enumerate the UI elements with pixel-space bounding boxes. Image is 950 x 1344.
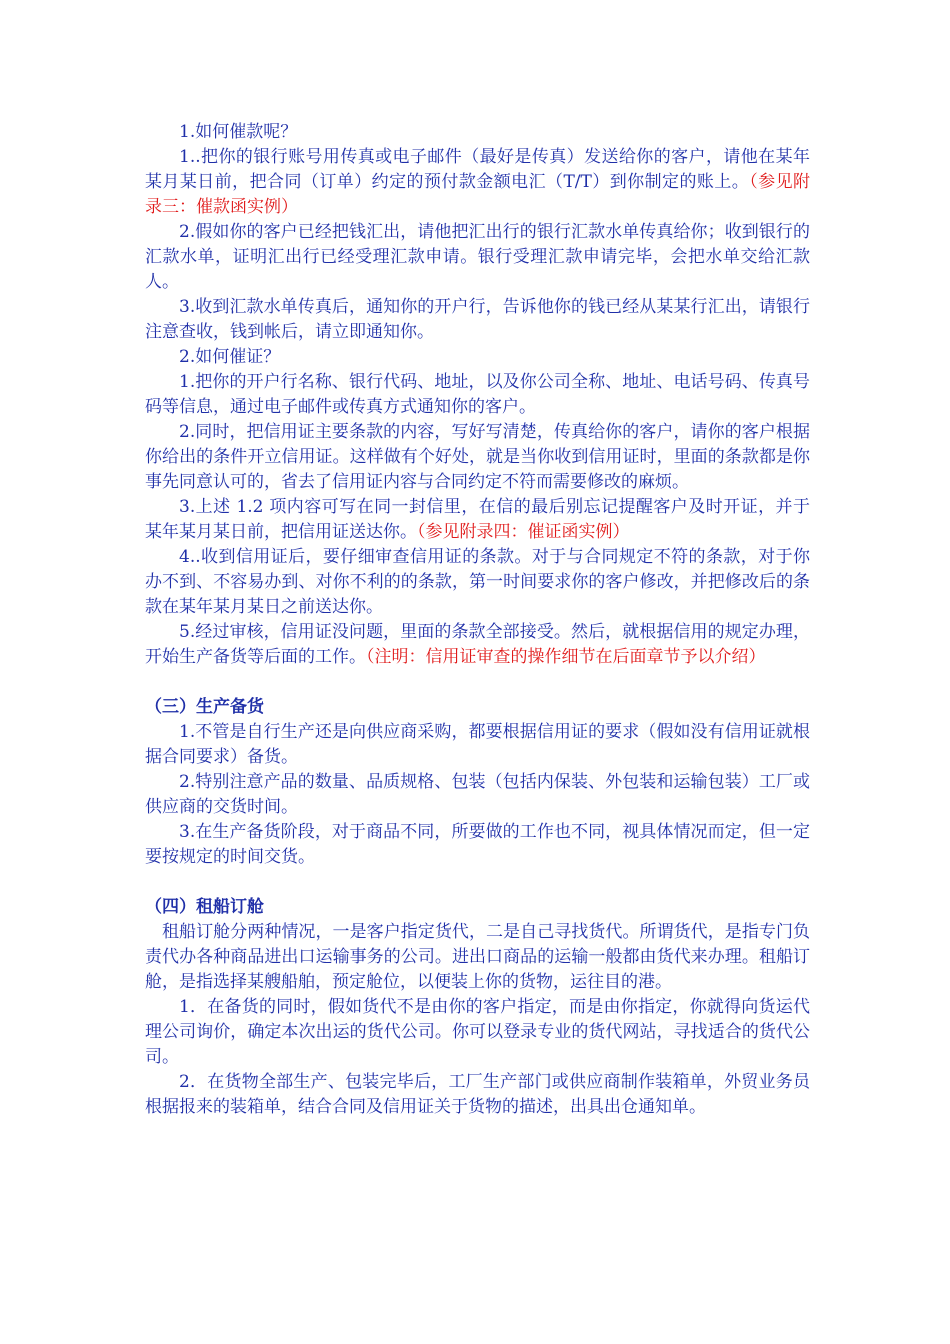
- appendix-reference-note: （参见附录四：催证函实例）: [417, 522, 630, 542]
- document-body: [145, 120, 810, 1120]
- step-text: 1..把你的银行账号用传真或电子邮件（最好是传真）发送给你的客户，请他在某年某月某日前，把合同（订单）约定的预付款金额电汇（T/T）到你制定的账上。: [145, 147, 810, 192]
- production-item-3: 3.在生产备货阶段，对于商品不同，所要做的工作也不同，视具体情况而定，但一定要按规定的时间交货。: [145, 822, 810, 867]
- shipping-item-1: 1．在备货的同时，假如货代不是由你的客户指定，而是由你指定，你就得向货运代理公司询价，确定本次出运的货代公司。你可以登录专业的货代网站，寻找适合的货代公司。: [145, 997, 810, 1067]
- remark-note: （注明：信用证审查的操作细节在后面章节予以介绍）: [366, 647, 766, 667]
- question-urge-lc-title: 2.如何催证？: [179, 347, 281, 367]
- production-item-2: 2.特别注意产品的数量、品质规格、包装（包括内保装、外包装和运输包装）工厂或供应商的交货时间。: [145, 772, 810, 817]
- section-heading-production: （三）生产备货: [145, 697, 264, 717]
- collect-payment-step-1: [145, 145, 810, 220]
- urge-lc-step-3: [145, 495, 810, 545]
- production-item-1: 1.不管是自行生产还是向供应商采购，都要根据信用证的要求（假如没有信用证就根据合同要求）备货。: [145, 722, 810, 767]
- appendix-reference-note: （参见附录三：催款函实例）: [145, 172, 811, 217]
- step-text: 3.上述 1.2 项内容可写在同一封信里，在信的最后别忘记提醒客户及时开证，并于某年某月某日前，把信用证送达你。: [145, 497, 810, 542]
- collect-payment-step-3: 3.收到汇款水单传真后，通知你的开户行，告诉他你的钱已经从某某行汇出，请银行注意查收，钱到帐后，请立即通知你。: [145, 297, 810, 342]
- section-heading-shipping: （四）租船订舱: [145, 897, 264, 917]
- question-collect-payment-title: 1.如何催款呢？: [179, 122, 298, 142]
- urge-lc-step-1: 1.把你的开户行名称、银行代码、地址，以及你公司全称、地址、电话号码、传真号码等信息，通过电子邮件或传真方式通知你的客户。: [145, 372, 810, 417]
- urge-lc-step-2: 2.同时，把信用证主要条款的内容，写好写清楚，传真给你的客户，请你的客户根据你给出的条件开立信用证。这样做有个好处，就是当你收到信用证时，里面的条款都是你事先同意认可的，省去了信用证内容与合同约定不符而需要修改的麻烦。: [145, 422, 810, 492]
- step-text: 5.经过审核，信用证没问题，里面的条款全部接受。然后，就根据信用的规定办理，开始生产备货等后面的工作。: [145, 622, 810, 667]
- urge-lc-step-4: 4..收到信用证后，要仔细审查信用证的条款。对于与合同规定不符的条款，对于你办不到、不容易办到、对你不利的的条款，第一时间要求你的客户修改，并把修改后的条款在某年某月某日之前送达你。: [145, 547, 810, 617]
- shipping-item-2: 2．在货物全部生产、包装完毕后，工厂生产部门或供应商制作装箱单，外贸业务员根据报来的装箱单，结合合同及信用证关于货物的描述，出具出仓通知单。: [145, 1072, 810, 1117]
- collect-payment-step-2: 2.假如你的客户已经把钱汇出，请他把汇出行的银行汇款水单传真给你；收到银行的汇款水单，证明汇出行已经受理汇款申请。银行受理汇款申请完毕，会把水单交给汇款人。: [145, 222, 810, 292]
- urge-lc-step-5: [145, 620, 810, 670]
- shipping-intro: 租船订舱分两种情况，一是客户指定货代，二是自己寻找货代。所谓货代，是指专门负责代办各种商品进出口运输事务的公司。进出口商品的运输一般都由货代来办理。租船订舱，是指选择某艘船舶，预定舱位，以便装上你的货物，运往目的港。: [145, 922, 810, 992]
